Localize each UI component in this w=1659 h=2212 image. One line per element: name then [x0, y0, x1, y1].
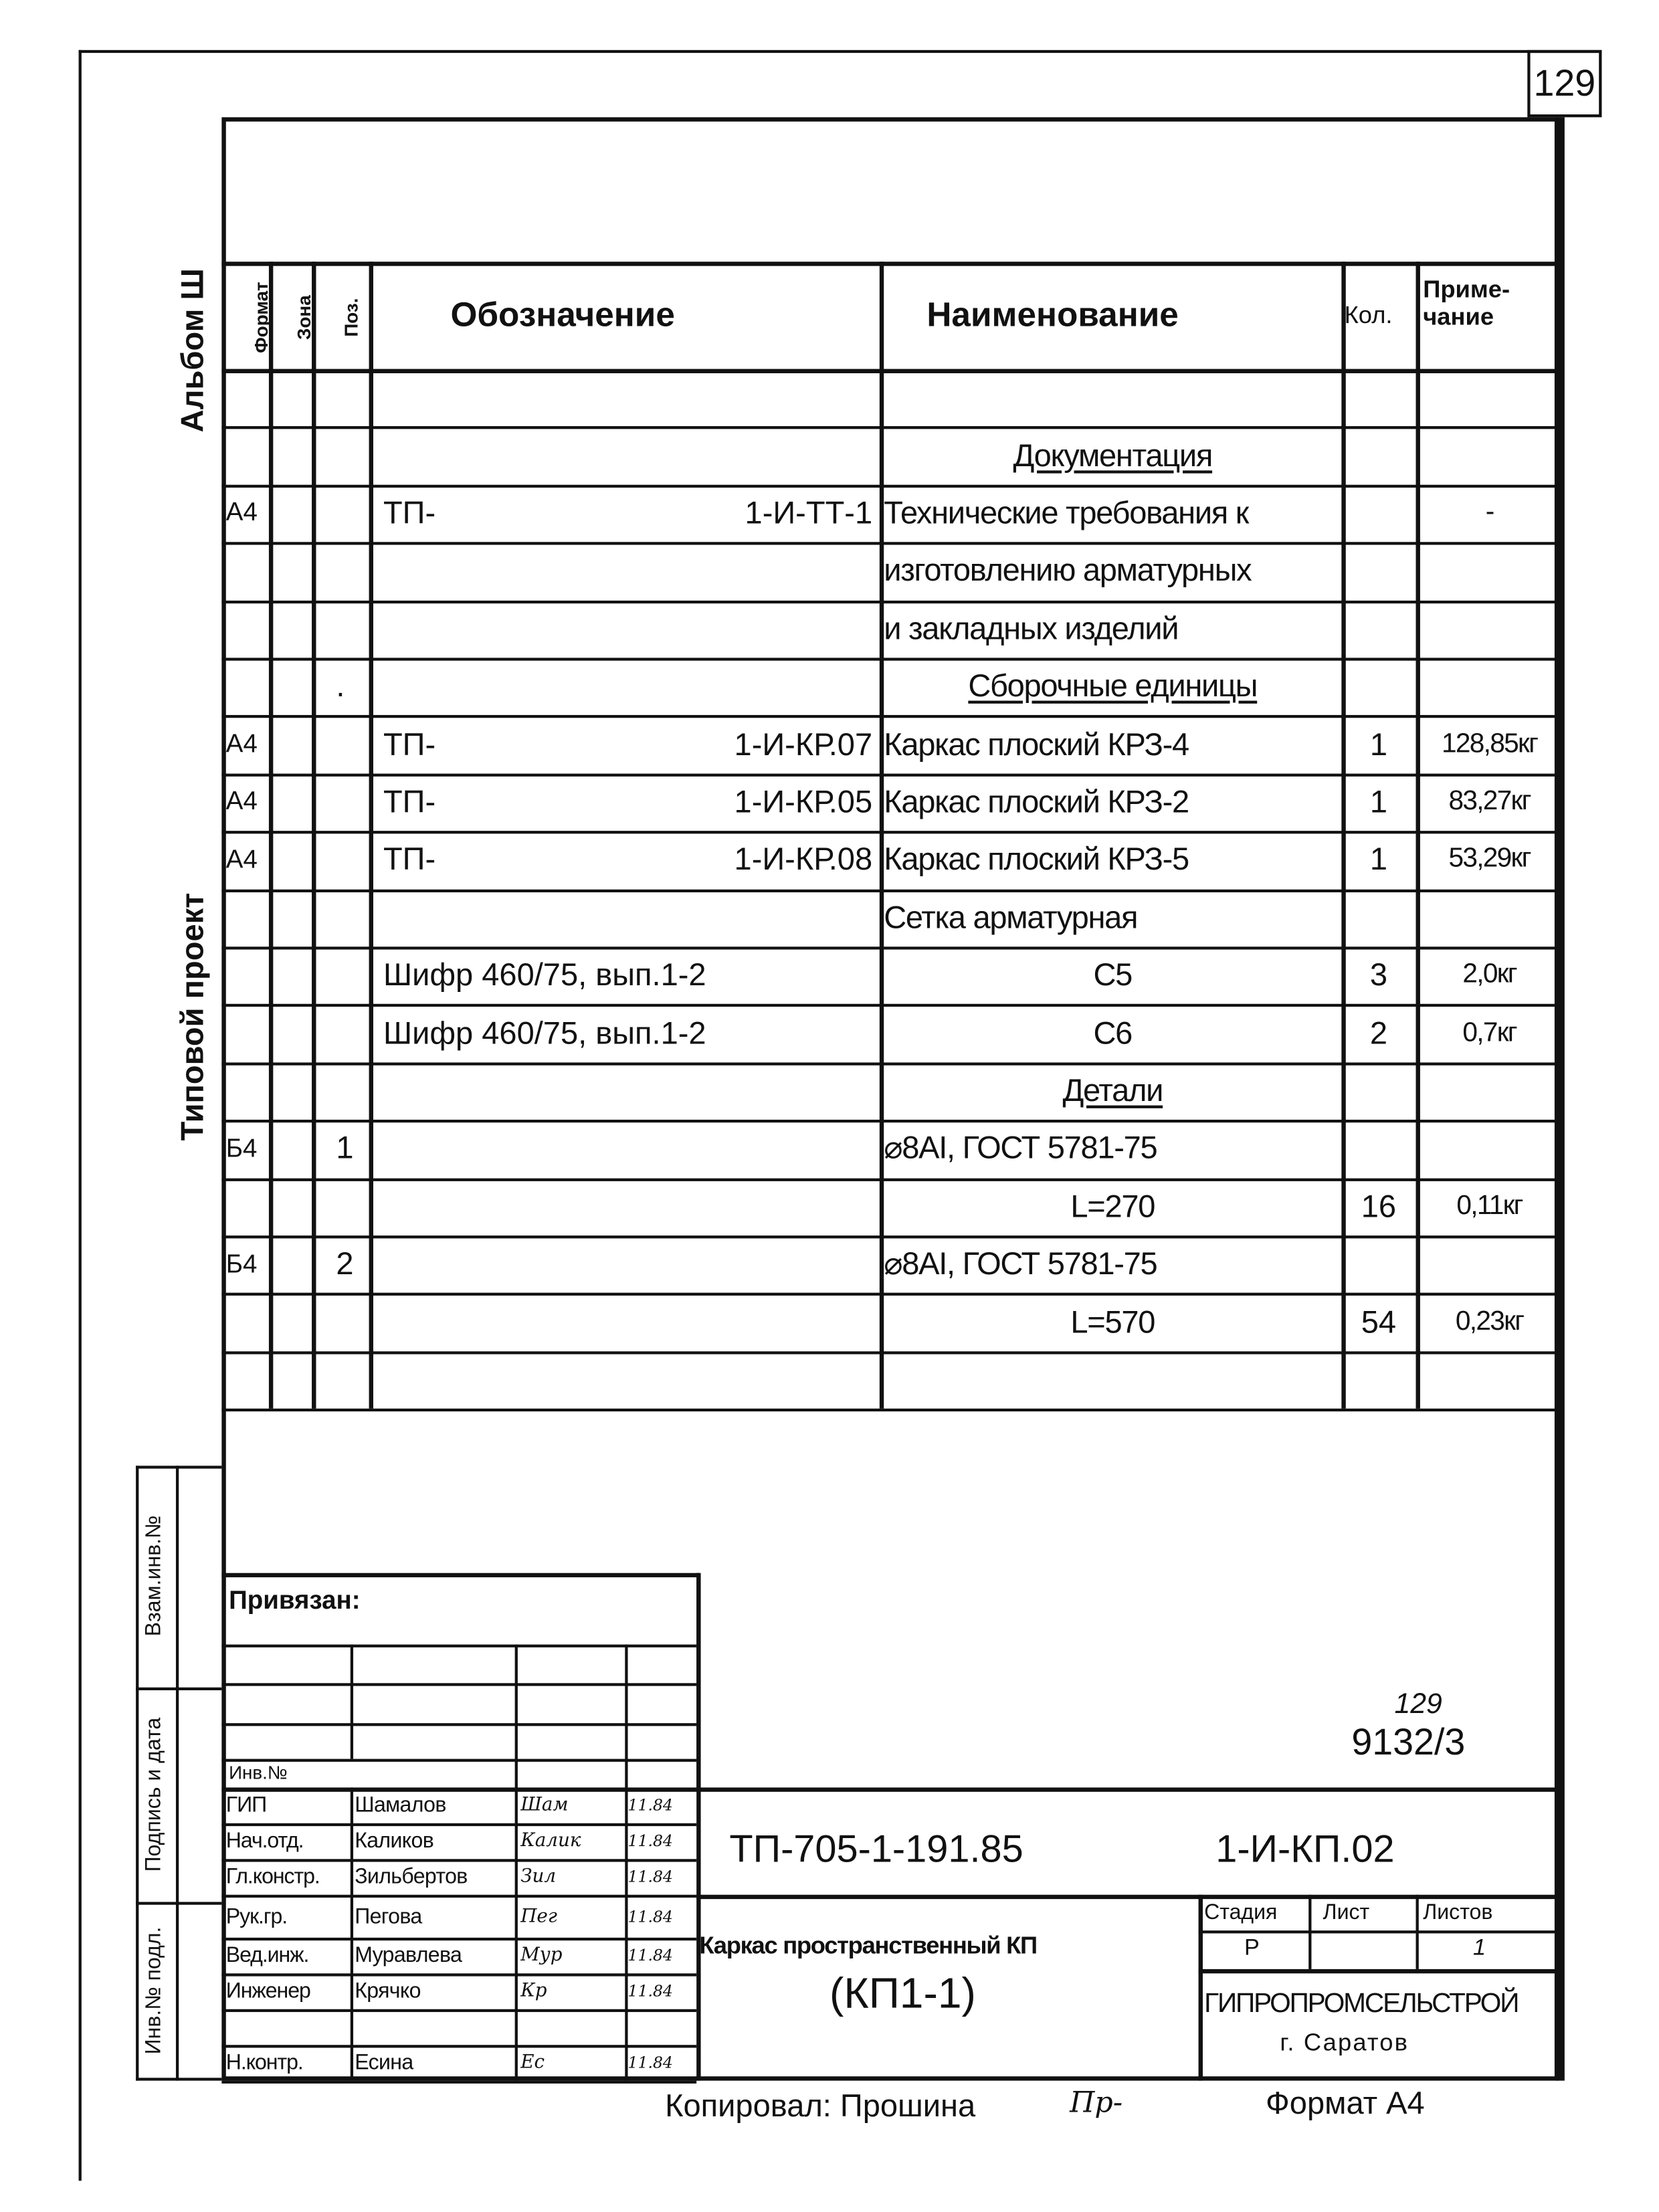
- row-name: [884, 946, 1341, 1004]
- row-name: [884, 889, 1341, 946]
- row-format: [226, 600, 269, 658]
- row-note: 0,11кг: [1456, 1191, 1523, 1221]
- row-zone: [272, 1235, 312, 1293]
- row-designation-code: [601, 1351, 872, 1409]
- row-format: [226, 1062, 269, 1120]
- row-format: [226, 658, 269, 715]
- row-name: [884, 484, 1341, 542]
- row-qty: 54: [1361, 1303, 1397, 1340]
- row-qty: [1341, 1235, 1416, 1293]
- row-note: [1420, 1351, 1559, 1409]
- signature-date: 11.84: [627, 1982, 673, 2001]
- project-type-label: Типовой проект: [174, 892, 211, 1141]
- sheets-value: 1: [1473, 1936, 1486, 1961]
- replaced-inv-label: Взам.инв.№: [141, 1515, 166, 1637]
- row-name: [884, 600, 1341, 658]
- row-designation-prefix: [383, 600, 598, 658]
- row-format: [226, 542, 269, 600]
- signature-date-label: Подпись и дата: [141, 1717, 166, 1872]
- row-name: [884, 1120, 1341, 1177]
- row-designation-prefix: ТП-: [383, 726, 436, 762]
- row-designation-code: [601, 889, 872, 946]
- stage-row-line: [1199, 1930, 1559, 1933]
- signature-role: [226, 2009, 351, 2045]
- row-designation-prefix: [383, 1062, 598, 1120]
- binding-col-line: [351, 1645, 353, 1759]
- signature-name: Есина: [355, 2050, 413, 2076]
- row-name: [884, 716, 1341, 773]
- stage-row-line: [1199, 1969, 1559, 1973]
- row-pos: 1: [336, 1130, 354, 1167]
- row-qty: [1341, 1120, 1416, 1177]
- row-name: [884, 1005, 1341, 1062]
- album-label: Альбом Ш: [174, 268, 211, 433]
- row-designation-code: [601, 946, 872, 1004]
- row-designation-code: 1-И-КР.05: [734, 783, 873, 819]
- row-format: [226, 1351, 269, 1409]
- signature-mark: Шам: [520, 1795, 569, 1817]
- sheet-number: 129: [1533, 61, 1596, 105]
- row-note: [1420, 1235, 1559, 1293]
- title-divider: [696, 1895, 1559, 1899]
- row-pos: [336, 542, 369, 600]
- stage-label: Стадия: [1204, 1900, 1278, 1925]
- row-name-text: Технические требования к: [884, 494, 1249, 531]
- row-note: 2,0кг: [1462, 959, 1517, 990]
- header-qty: Кол.: [1344, 302, 1393, 329]
- row-note: [1420, 600, 1559, 658]
- organization-city: г. Саратов: [1280, 2029, 1409, 2057]
- signature-mark: Ес: [520, 2051, 545, 2074]
- row-format: [226, 369, 269, 427]
- row-name: [884, 831, 1341, 889]
- row-name: [884, 542, 1341, 600]
- row-qty: 1: [1369, 783, 1388, 819]
- stage-box-left: [1199, 1895, 1203, 2081]
- row-pos: [336, 600, 369, 658]
- row-designation-code: [601, 427, 872, 484]
- row-note: 0,7кг: [1462, 1017, 1517, 1048]
- row-name: [884, 658, 1341, 715]
- table-row-line: [221, 1409, 1559, 1411]
- row-designation-code: [601, 1235, 872, 1293]
- row-qty: 1: [1369, 726, 1388, 762]
- row-format: [226, 1005, 269, 1062]
- drawing-subtitle: (КП1-1): [829, 1971, 976, 2018]
- table-top-line: [221, 262, 1559, 266]
- row-name-text: ⌀8АI, ГОСТ 5781-75: [884, 1130, 1157, 1167]
- row-name-text: Сетка арматурная: [884, 899, 1138, 935]
- row-pos: [336, 369, 369, 427]
- row-note: [1420, 658, 1559, 715]
- row-format: Б4: [225, 1134, 258, 1163]
- row-name-text: L=570: [1070, 1303, 1155, 1340]
- row-name-text: и закладных изделий: [884, 610, 1179, 646]
- binding-label: Привязан:: [229, 1585, 361, 1615]
- sheet-label: Лист: [1323, 1900, 1370, 1925]
- row-qty: [1341, 600, 1416, 658]
- row-zone: [272, 369, 312, 427]
- signature-date: 11.84: [627, 1831, 673, 1851]
- row-zone: [272, 1005, 312, 1062]
- row-designation-code: [601, 600, 872, 658]
- row-name-text: Документация: [1013, 437, 1213, 473]
- outer-frame-left: [79, 50, 82, 2181]
- copied-signature: Пр-: [1070, 2085, 1123, 2120]
- header-format: Формат: [250, 282, 272, 353]
- row-pos: [336, 831, 369, 889]
- row-pos: [336, 1293, 369, 1350]
- stage-value: Р: [1244, 1936, 1260, 1961]
- row-pos: [336, 716, 369, 773]
- signature-row-line: [221, 2081, 696, 2084]
- signature-name: Шамалов: [355, 1793, 446, 1818]
- stamp-col-line: [351, 1787, 353, 2080]
- row-designation-prefix: ТП-: [383, 841, 436, 878]
- row-qty: [1341, 427, 1416, 484]
- header-zone: Зона: [293, 295, 315, 340]
- header-pos: Поз.: [340, 298, 362, 337]
- row-name-text: Каркас плоский КРЗ-2: [884, 783, 1189, 819]
- row-designation-code: [601, 1120, 872, 1177]
- row-qty: 1: [1369, 841, 1388, 878]
- row-designation-code: 1-И-КР.08: [734, 841, 873, 878]
- row-name-text: ⌀8АI, ГОСТ 5781-75: [884, 1245, 1157, 1282]
- row-note: -: [1485, 497, 1494, 528]
- drawing-title: Каркас пространственный КП: [699, 1932, 1037, 1959]
- row-pos: .: [336, 668, 345, 704]
- row-name: [884, 1293, 1341, 1350]
- stage-col-line: [1416, 1895, 1419, 1969]
- project-code: ТП-705-1-191.85: [729, 1827, 1023, 1871]
- row-designation-prefix: Шифр 460/75, вып.1-2: [383, 957, 706, 993]
- row-name-text: Каркас плоский КРЗ-5: [884, 841, 1189, 878]
- left-strip-divider: [176, 1466, 179, 2080]
- signature-name: Муравлева: [355, 1943, 462, 1968]
- row-note: [1420, 1062, 1559, 1120]
- stage-col-line: [1308, 1895, 1311, 1969]
- row-zone: [272, 889, 312, 946]
- row-pos: [336, 1062, 369, 1120]
- sheet-number-box: [1527, 50, 1601, 117]
- row-qty: 3: [1369, 957, 1388, 993]
- row-note: 83,27кг: [1448, 786, 1531, 817]
- archive-number-top: 129: [1394, 1688, 1442, 1720]
- row-designation-prefix: [383, 427, 598, 484]
- row-designation-prefix: [383, 369, 598, 427]
- row-designation-prefix: Шифр 460/75, вып.1-2: [383, 1015, 706, 1051]
- row-designation-code: [601, 1178, 872, 1235]
- signature-mark: Мур: [520, 1944, 563, 1967]
- row-designation-code: [601, 1062, 872, 1120]
- header-name: Наименование: [926, 296, 1179, 335]
- row-name-text: Сборочные единицы: [968, 668, 1258, 704]
- signature-mark: Кр: [520, 1980, 547, 2003]
- row-pos: [336, 484, 369, 542]
- organization-name: ГИПРОПРОМСЕЛЬСТРОЙ: [1204, 1989, 1519, 2019]
- row-designation-prefix: ТП-: [383, 783, 436, 819]
- header-note: Приме-чание: [1423, 276, 1510, 330]
- row-designation-prefix: [383, 1235, 598, 1293]
- row-format: [226, 946, 269, 1004]
- inv-number-label: Инв.№: [229, 1761, 288, 1783]
- signature-name: Крячко: [355, 1979, 421, 2004]
- row-note: [1420, 369, 1559, 427]
- row-note: [1420, 889, 1559, 946]
- row-qty: [1341, 369, 1416, 427]
- row-zone: [272, 1293, 312, 1350]
- row-zone: [272, 946, 312, 1004]
- row-format: А4: [225, 498, 258, 527]
- signature-name: Пегова: [355, 1904, 422, 1928]
- row-format: Б4: [225, 1249, 258, 1278]
- stamp-col-line: [696, 1573, 700, 2081]
- row-qty: [1341, 889, 1416, 946]
- document-code: 1-И-КП.02: [1215, 1827, 1395, 1871]
- signature-role: Гл.констр.: [225, 1864, 320, 1890]
- row-pos: [336, 773, 369, 831]
- row-name: [884, 369, 1341, 427]
- signature-mark: Пег: [520, 1905, 557, 1927]
- row-pos: [336, 946, 369, 1004]
- row-designation-prefix: [383, 542, 598, 600]
- row-name: [884, 1062, 1341, 1120]
- row-designation-prefix: ТП-: [383, 494, 436, 531]
- signature-role: ГИП: [225, 1793, 267, 1818]
- signature-date: 11.84: [627, 1906, 673, 1926]
- row-note: 53,29кг: [1448, 844, 1531, 875]
- signature-name: [355, 2009, 514, 2045]
- row-designation-prefix: [383, 1293, 598, 1350]
- row-zone: [272, 1178, 312, 1235]
- row-pos: [336, 1005, 369, 1062]
- sheets-label: Листов: [1423, 1900, 1493, 1925]
- row-format: А4: [225, 845, 258, 874]
- row-designation-code: [601, 369, 872, 427]
- signature-role: Вед.инж.: [225, 1943, 309, 1968]
- signature-role: Н.контр.: [225, 2050, 303, 2076]
- row-qty: [1341, 484, 1416, 542]
- row-format: [226, 1178, 269, 1235]
- row-designation-code: 1-И-ТТ-1: [745, 494, 873, 531]
- row-format: А4: [225, 729, 258, 759]
- row-zone: [272, 658, 312, 715]
- signature-date: [628, 2009, 697, 2045]
- row-format: [226, 427, 269, 484]
- row-zone: [272, 427, 312, 484]
- row-note: 0,23кг: [1455, 1306, 1524, 1337]
- row-qty: 2: [1369, 1015, 1388, 1051]
- row-designation-code: [601, 1293, 872, 1350]
- signature-date: 11.84: [627, 1796, 673, 1815]
- row-designation-code: [601, 542, 872, 600]
- row-name: [884, 1351, 1341, 1409]
- signature-name: Зильбертов: [355, 1864, 468, 1890]
- signature-role: Инженер: [225, 1979, 310, 2004]
- row-designation-prefix: [383, 658, 598, 715]
- row-format: А4: [225, 787, 258, 816]
- row-qty: [1341, 1062, 1416, 1120]
- row-zone: [272, 1062, 312, 1120]
- row-note: 128,85кг: [1442, 728, 1538, 759]
- row-note: [1420, 542, 1559, 600]
- row-format: [226, 1293, 269, 1350]
- row-format: [226, 889, 269, 946]
- row-pos: 2: [336, 1245, 354, 1282]
- row-qty: [1341, 542, 1416, 600]
- row-note: [1420, 1120, 1559, 1177]
- row-designation-code: [601, 1005, 872, 1062]
- row-designation-prefix: [383, 889, 598, 946]
- binding-row-line: [221, 1759, 696, 1762]
- row-name-text: изготовлению арматурных: [884, 552, 1252, 589]
- row-designation-prefix: [383, 1351, 598, 1409]
- left-strip-row-line: [136, 1688, 221, 1690]
- row-zone: [272, 600, 312, 658]
- row-name: [884, 1178, 1341, 1235]
- row-name: [884, 427, 1341, 484]
- inv-podl-label: Инв.№ подл.: [141, 1926, 166, 2055]
- row-pos: [336, 1351, 369, 1409]
- row-name: [884, 773, 1341, 831]
- signature-date: 11.84: [627, 1868, 673, 1886]
- archive-number: 9132/3: [1351, 1720, 1466, 1764]
- header-designation: Обозначение: [450, 296, 675, 335]
- row-zone: [272, 716, 312, 773]
- row-name-text: С5: [1093, 957, 1133, 993]
- row-pos: [336, 1178, 369, 1235]
- row-designation-prefix: [383, 1120, 598, 1177]
- row-zone: [272, 773, 312, 831]
- signature-name: Каликов: [355, 1829, 434, 1853]
- row-zone: [272, 1120, 312, 1177]
- row-name-text: Каркас плоский КРЗ-4: [884, 726, 1189, 762]
- row-designation-code: 1-И-КР.07: [734, 726, 873, 762]
- signature-mark: Зил: [520, 1866, 557, 1888]
- signature-date: 11.84: [627, 2053, 673, 2072]
- row-name: [884, 1235, 1341, 1293]
- row-zone: [272, 542, 312, 600]
- row-zone: [272, 831, 312, 889]
- signature-date: 11.84: [627, 1946, 673, 1965]
- row-pos: [336, 427, 369, 484]
- row-name-text: С6: [1093, 1015, 1133, 1051]
- row-name-text: L=270: [1070, 1188, 1155, 1224]
- row-designation-prefix: [383, 1178, 598, 1235]
- row-pos: [336, 889, 369, 946]
- row-qty: [1341, 658, 1416, 715]
- row-zone: [272, 484, 312, 542]
- signature-role: Рук.гр.: [225, 1904, 288, 1928]
- signature-mark: [520, 2009, 625, 2045]
- row-designation-code: [601, 658, 872, 715]
- row-name-text: Детали: [1062, 1072, 1163, 1108]
- outer-frame-top: [79, 50, 1602, 53]
- row-qty: [1341, 1351, 1416, 1409]
- signature-mark: Калик: [520, 1830, 581, 1852]
- row-note: [1420, 427, 1559, 484]
- row-qty: 16: [1361, 1188, 1397, 1224]
- row-zone: [272, 1351, 312, 1409]
- copied-by: Копировал: Прошина: [665, 2088, 976, 2124]
- stamp-col-line: [515, 1645, 518, 2081]
- signature-role: Нач.отд.: [225, 1829, 304, 1853]
- format-label: Формат А4: [1266, 2085, 1425, 2121]
